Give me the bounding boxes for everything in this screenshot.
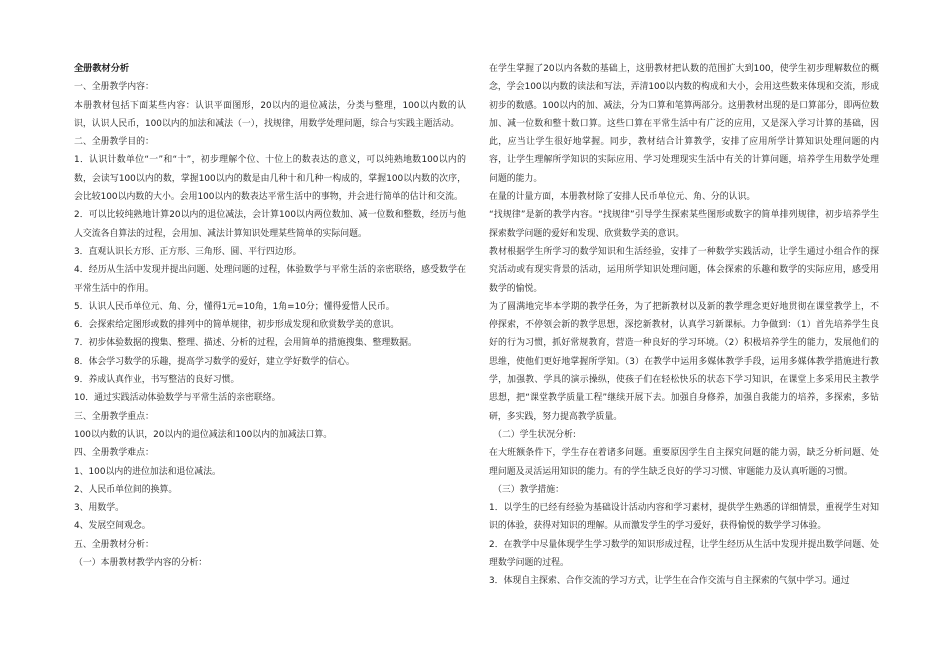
measure-item-3: 3．体现自主探索、合作交流的学习方式，让学生在合作交流与自主探索的气氛中学习。通过 [489,576,850,587]
paragraph-measurement: 在量的计量方面，本册教材除了安排人民币单位元、角、分的认识。 [489,192,756,203]
difficulty-item-2: 2、人民币单位间的换算。 [74,484,178,495]
subsection-heading-content-analysis: （一）本册教材教学内容的分析： [74,558,208,569]
section-heading-key-points: 三、全册教学重点： [74,411,154,422]
paragraph-number-range: 在学生掌握了20以内各数的基础上，这册教材把认数的范围扩大到100，使学生初步理解数位的概念，学会100以内数的读法和写法，弄清100以内数的构成和大小，会用这些数来体现和交流，形成初步的数感。100以内的加、减法，分为口算和笔算两部分。这册教材出现的是口算部分，即两位数加、减一位数和整十数口算。这些口算在平常生活中有广泛的应用，又是深入学习计算的基础，因此，应当让学生很好地掌握。同步，教材结合计算教学，安排了应用所学计算知识处理问题的内容，让学生理解所学知识的实际应用、学习处理现实生活中有关的计算问题，培养学生用数学处理问题的能力。 [489,64,879,184]
section-heading-difficulties: 四、全册教学难点： [74,448,154,459]
measure-item-2: 2．在教学中尽量体现学生学习数学的知识形成过程，让学生经历从生活中发现并提出数学问题、处理数学问题的过程。 [489,539,879,569]
section-heading-content: 一、全册教学内容： [74,82,154,93]
paragraph-practice: 教材根据学生所学习的数学知识和生活经验，安排了一种数学实践活动，让学生通过小组合作的探究活动或有现实背景的活动，运用所学知识处理问题，体会探索的乐趣和数学的实际应用，感受用数学的愉悦。 [489,246,879,294]
difficulty-item-4: 4、发展空间观念。 [74,521,151,532]
goal-item-2: 2．可以比较纯熟地计算20以内的退位减法，会计算100以内两位数加、减一位数和整数，经历与他人交流各自算法的过程，会用加、减法计算知识处理某些简单的实际问题。 [74,210,466,239]
paragraph-key-points: 100以内数的认识，20以内的退位减法和100以内的加减法口算。 [74,429,333,440]
goal-item-1: 1．认识计数单位“一”和“十”，初步理解个位、十位上的数表达的意义，可以纯熟地数100以内的数，会读写100以内的数，掌握100以内的数是由几种十和几种一构成的，掌握100以内数的次序，会比较100以内数的大小。会用100以内的数表达平常生活中的事物，并会进行简单的估计和交流。 [74,155,466,203]
goal-item-10: 10．通过实践活动体验数学与平常生活的亲密联络。 [74,393,281,404]
paragraph-students: 在大班额条件下，学生存在着诸多问题。重要原因学生自主探究问题的能力弱，缺乏分析问题、处理问题及灵活运用知识的能力。有的学生缺乏良好的学习习惯、审题能力及认真听题的习惯。 [489,448,879,477]
paragraph-teaching-plan: 为了圆满地完毕本学期的教学任务，为了把新教材以及新的教学理念更好地贯彻在课堂教学上，不停探索，不停领会新的教学思想，深挖新教材，认真学习新课标。力争做到：（1）首先培养学生良好的行为习惯，抓好常规教育，营造一种良好的学习环境。（2）积极培养学生的能力，发展他们的思维，使他们更好地掌握所学知。（3）在教学中运用多媒体教学手段，运用多媒体教学措施进行教学，加强教、学具的演示操纵，使孩子们在轻松快乐的状态下学习知识，在课堂上多采用民主教学思想，把“课堂教学质量工程”继续开展下去。加强自身修养，加强自我能力的培养，多探索，多钻研，多实践，努力提高教学质量。 [489,301,879,422]
goal-item-5: 5．认识人民币单位元、角、分，懂得1元=10角，1角=10分；懂得爱惜人民币。 [74,301,395,312]
right-column [489,60,879,591]
subsection-heading-measures: （三）教学措施： [493,484,564,495]
goal-item-4: 4．经历从生活中发现并提出问题、处理问题的过程，体验数学与平常生活的亲密联络，感受数学在平常生活中的作用。 [74,265,466,294]
goal-item-7: 7．初步体验数据的搜集、整理、描述、分析的过程，会用简单的措施搜集、整理数据。 [74,338,417,349]
left-column [74,60,466,572]
goal-item-3: 3．直观认识长方形、正方形、三角形、圆、平行四边形。 [74,246,302,257]
goal-item-9: 9．养成认真作业，书写整洁的良好习惯。 [74,375,240,386]
paragraph-content: 本册教材包括下面某些内容：认识平面图形，20以内的退位减法，分类与整理，100以内数的认识，认识人民币，100以内的加法和减法（一），找规律，用数学处理问题，综合与实践主题活动。 [74,100,466,129]
section-heading-analysis: 五、全册教材分析： [74,539,154,550]
measure-item-1: 1．以学生的已经有经验为基础设计活动内容和学习素材，提供学生熟悉的详细情景，重视学生对知识的体验，获得对知识的理解。从而激发学生的学习爱好，获得愉悦的数学学习体验。 [489,503,879,532]
section-heading-goals: 二、全册教学目的： [74,137,154,148]
goal-item-8: 8．体会学习数学的乐趣，提高学习数学的爱好，建立学好数学的信心。 [74,356,355,367]
paragraph-find-pattern: “找规律”是新的教学内容。“找规律”引导学生探索某些图形或数字的简单排列规律，初步培养学生探索数学问题的爱好和发现、欣赏数学美的意识。 [489,210,879,239]
document-title: 全册教材分析 [74,63,130,74]
goal-item-6: 6．会探索给定图形或数的排列中的简单规律，初步形成发现和欣赏数学美的意识。 [74,320,400,331]
subsection-heading-students: （二）学生状况分析: [493,429,576,440]
difficulty-item-3: 3、用数学。 [74,503,125,514]
difficulty-item-1: 1、100以内的进位加法和退位减法。 [74,466,221,477]
